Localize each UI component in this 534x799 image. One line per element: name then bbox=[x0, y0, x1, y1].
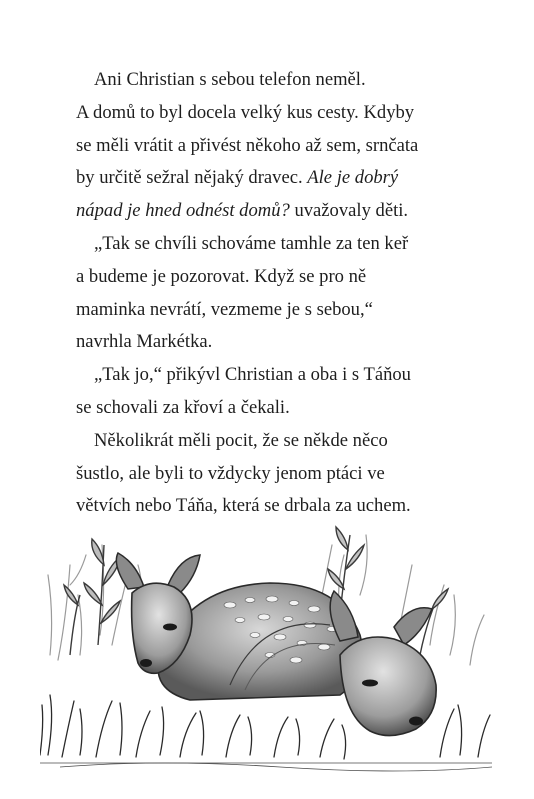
italic-text-segment: Ale je dobrý bbox=[307, 167, 399, 189]
text-line bbox=[76, 458, 486, 491]
ground-shading bbox=[40, 763, 492, 771]
text-line bbox=[76, 359, 486, 392]
text-segment: „Tak jo,“ přikývl Christian a oba i s Táňou bbox=[94, 364, 411, 386]
text-line bbox=[76, 261, 486, 294]
text-segment: Několikrát měli pocit, že se někde něco bbox=[94, 429, 388, 451]
text-line bbox=[76, 392, 486, 425]
text-segment: maminka nevrátí, vezmeme je s sebou,“ bbox=[76, 298, 373, 320]
text-segment: větvích nebo Táňa, která se drbala za uchem. bbox=[76, 495, 411, 517]
fawns-illustration bbox=[40, 505, 492, 773]
text-line bbox=[76, 97, 486, 130]
text-line bbox=[76, 326, 486, 359]
text-segment: se schovali za křoví a čekali. bbox=[76, 396, 290, 418]
story-text bbox=[76, 64, 486, 523]
text-line bbox=[76, 425, 486, 458]
text-segment: se měli vrátit a přivést někoho až sem, srnčata bbox=[76, 134, 419, 156]
italic-text-segment: nápad je hned odnést domů? bbox=[76, 200, 290, 222]
text-line bbox=[76, 294, 486, 327]
text-line bbox=[76, 195, 486, 228]
right-fawn-head bbox=[330, 591, 436, 736]
text-segment: navrhla Markétka. bbox=[76, 331, 213, 353]
text-segment: Ani Christian s sebou telefon neměl. bbox=[94, 69, 366, 90]
text-segment: A domů to byl docela velký kus cesty. Kdyby bbox=[76, 101, 415, 123]
text-line bbox=[76, 228, 486, 261]
text-line bbox=[76, 130, 486, 163]
text-segment: uvažovaly děti. bbox=[289, 200, 409, 222]
text-segment: „Tak se chvíli schováme tamhle za ten keř bbox=[94, 232, 409, 254]
leafy-plant-left bbox=[64, 539, 120, 655]
text-segment: a budeme je pozorovat. Když se pro ně bbox=[76, 265, 367, 287]
text-line bbox=[76, 64, 486, 97]
text-segment: by určitě sežral nějaký dravec. bbox=[76, 167, 308, 189]
text-line bbox=[76, 162, 486, 195]
text-segment: šustlo, ale byli to vždycky jenom ptáci ve bbox=[76, 462, 385, 484]
